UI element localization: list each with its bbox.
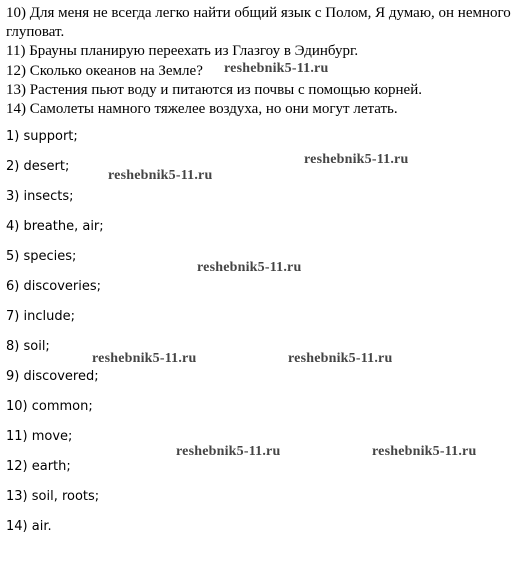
- answer-2: 2) desert;: [6, 159, 70, 174]
- answer-6: 6) discoveries;: [6, 279, 102, 294]
- answer-4: 4) breathe, air;: [6, 219, 104, 234]
- watermark: reshebnik5-11.ru: [92, 351, 197, 366]
- answer-12: 12) earth;: [6, 459, 71, 474]
- sentence-13: 13) Растения пьют воду и питаются из почвы с помощью корней.: [6, 82, 422, 98]
- watermark: reshebnik5-11.ru: [108, 168, 213, 183]
- watermark: reshebnik5-11.ru: [288, 351, 393, 366]
- answer-8: 8) soil;: [6, 339, 50, 354]
- answer-7: 7) include;: [6, 309, 75, 324]
- sentence-12: 12) Сколько океанов на Земле?: [6, 63, 203, 79]
- watermark: reshebnik5-11.ru: [304, 152, 409, 167]
- answer-9: 9) discovered;: [6, 369, 99, 384]
- sentence-14: 14) Самолеты намного тяжелее воздуха, но они могут летать.: [6, 101, 398, 117]
- answer-10: 10) common;: [6, 399, 93, 414]
- answer-1: 1) support;: [6, 129, 78, 144]
- watermark: reshebnik5-11.ru: [224, 61, 329, 76]
- answer-13: 13) soil, roots;: [6, 489, 100, 504]
- watermark: reshebnik5-11.ru: [176, 444, 281, 459]
- answer-14: 14) air.: [6, 519, 52, 534]
- sentence-11: 11) Брауны планирую переехать из Глазгоу в Эдинбург.: [6, 43, 359, 59]
- answer-5: 5) species;: [6, 249, 77, 264]
- answer-11: 11) move;: [6, 429, 73, 444]
- answer-3: 3) insects;: [6, 189, 74, 204]
- sentence-10: 10) Для меня не всегда легко найти общий язык с Полом, Я думаю, он немного глуповат.: [6, 5, 511, 40]
- watermark: reshebnik5-11.ru: [197, 260, 302, 275]
- watermark: reshebnik5-11.ru: [372, 444, 477, 459]
